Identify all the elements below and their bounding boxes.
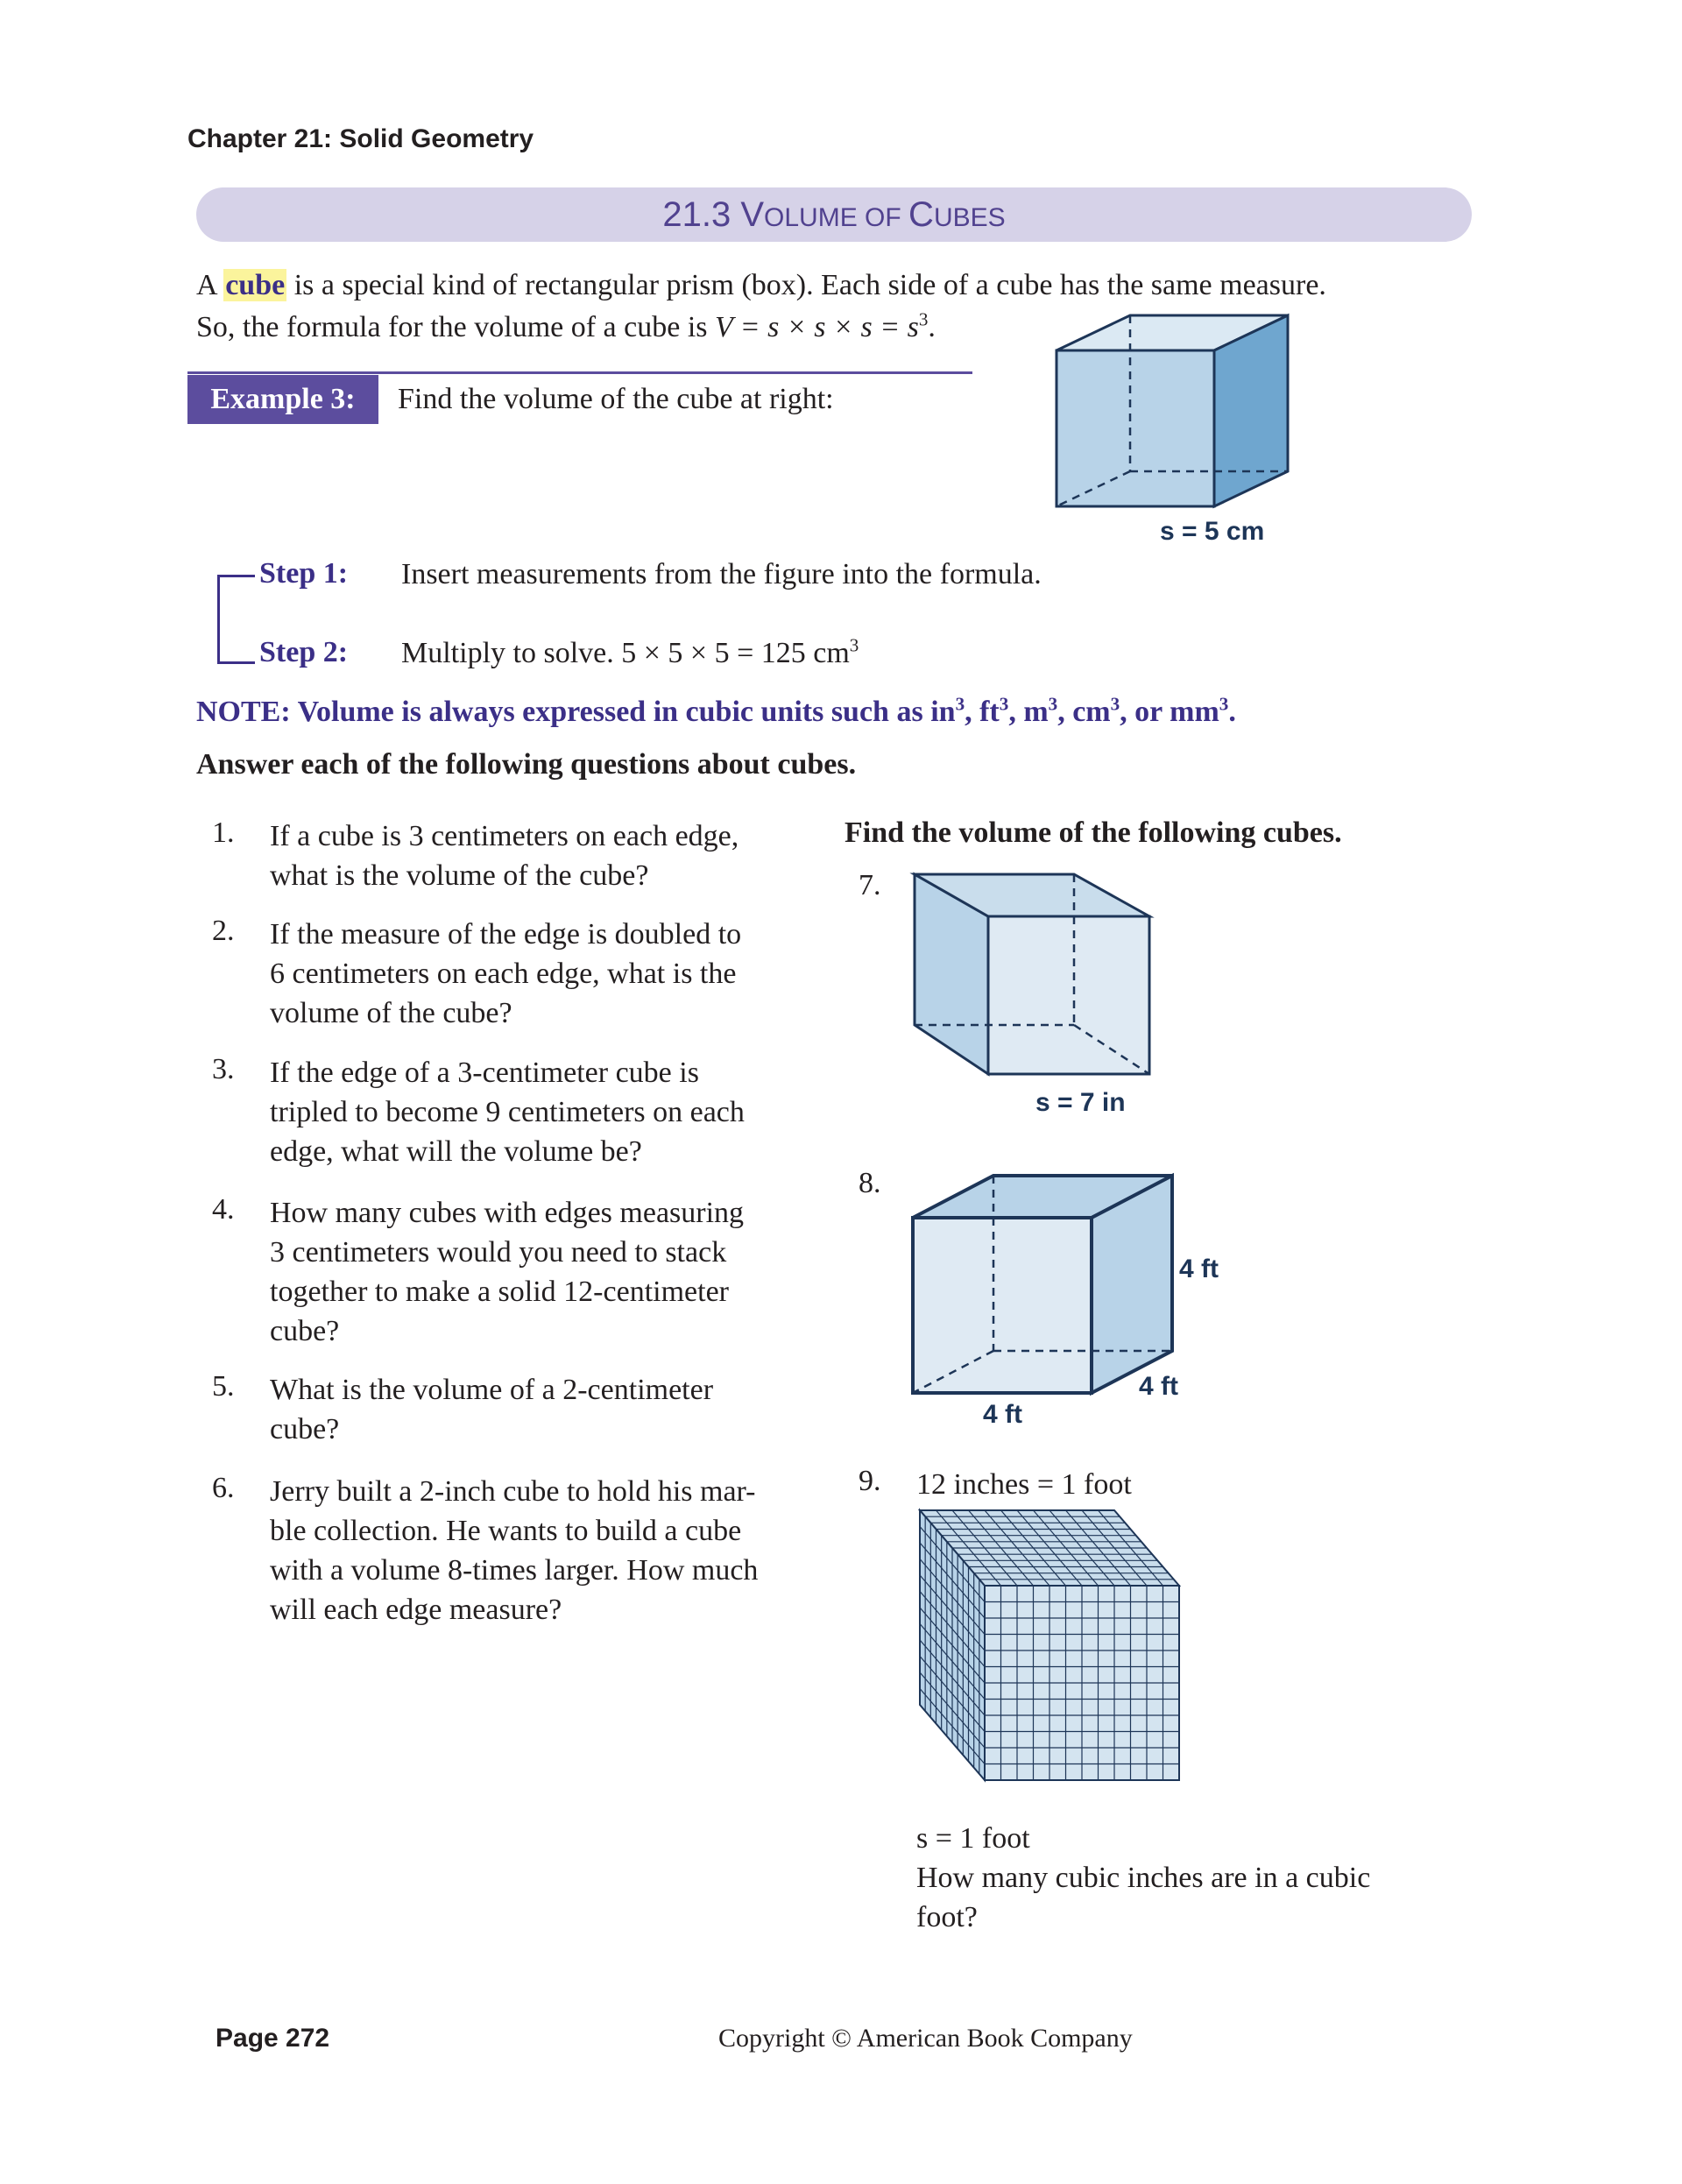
page-number: Page 272: [216, 2024, 330, 2053]
volume-formula: V = s × s × s = s: [715, 311, 919, 343]
question-8-number: 8.: [859, 1167, 881, 1199]
question-9-text: [916, 1819, 1370, 1937]
cube-7-label: s = 7 in: [1035, 1088, 1126, 1117]
note-text: NOTE: Volume is always expressed in cubic units such as $in^3$, $ft^3$, $m^3$, $cm^3$, or $mm^3$.: [196, 693, 1236, 728]
question-7-number: 7.: [859, 869, 881, 901]
cube-8-width-label: 4 ft: [983, 1400, 1022, 1429]
cube-8-height-label: 4 ft: [1179, 1255, 1219, 1283]
cube-side-face: [1214, 315, 1288, 506]
question-9-conversion: 12 inches = 1 foot: [916, 1468, 1132, 1501]
keyword-cube: cube: [225, 269, 286, 301]
example-cube-figure: [1048, 310, 1302, 547]
step-1-label: Step 1:: [259, 557, 349, 590]
instructions-heading: Answer each of the following questions about cubes.: [196, 748, 857, 781]
steps-bracket: [217, 575, 255, 664]
cube-8-depth-label: 4 ft: [1139, 1372, 1178, 1401]
cubic-foot-grid-figure: [915, 1503, 1230, 1792]
question-9-caption-1: s = 1 foot: [916, 1822, 1030, 1855]
step-2-text: Multiply to solve. 5 × 5 × 5 = 125 $cm^3$: [401, 634, 859, 669]
question-9-number: 9.: [859, 1465, 881, 1497]
cube-8-front-face: [913, 1218, 1092, 1393]
example-cube-label: s = 5 cm: [1160, 517, 1265, 546]
copyright: Copyright © American Book Company: [718, 2024, 1133, 2053]
question-9-caption-2b: foot?: [916, 1901, 978, 1933]
step-2-label: Step 2:: [259, 636, 349, 668]
section-title: 21.3 VOLUME OF CUBES: [196, 187, 1472, 242]
step-1-text: Insert measurements from the figure into the formula.: [401, 558, 1042, 590]
example-rule: [187, 371, 972, 374]
cube-7-figure: [908, 867, 1162, 1121]
intro-line-1: A cube is a special kind of rectangular prism (box). Each side of a cube has the same measure.: [196, 269, 1326, 301]
chapter-title: Chapter 21: Solid Geometry: [187, 124, 534, 153]
cube-front-face: [1057, 350, 1214, 506]
example-label: Example 3:: [187, 375, 378, 424]
example-prompt: Find the volume of the cube at right:: [398, 383, 834, 415]
right-column-heading: Find the volume of the following cubes.: [845, 816, 1342, 849]
question-9-caption-2a: How many cubic inches are in a cubic: [916, 1862, 1371, 1894]
cube-7-front-face: [988, 916, 1149, 1074]
intro-line-2: So, the formula for the volume of a cube is $V = s \times s \times s = s^3$.: [196, 308, 936, 343]
cube-8-figure: [908, 1170, 1240, 1433]
